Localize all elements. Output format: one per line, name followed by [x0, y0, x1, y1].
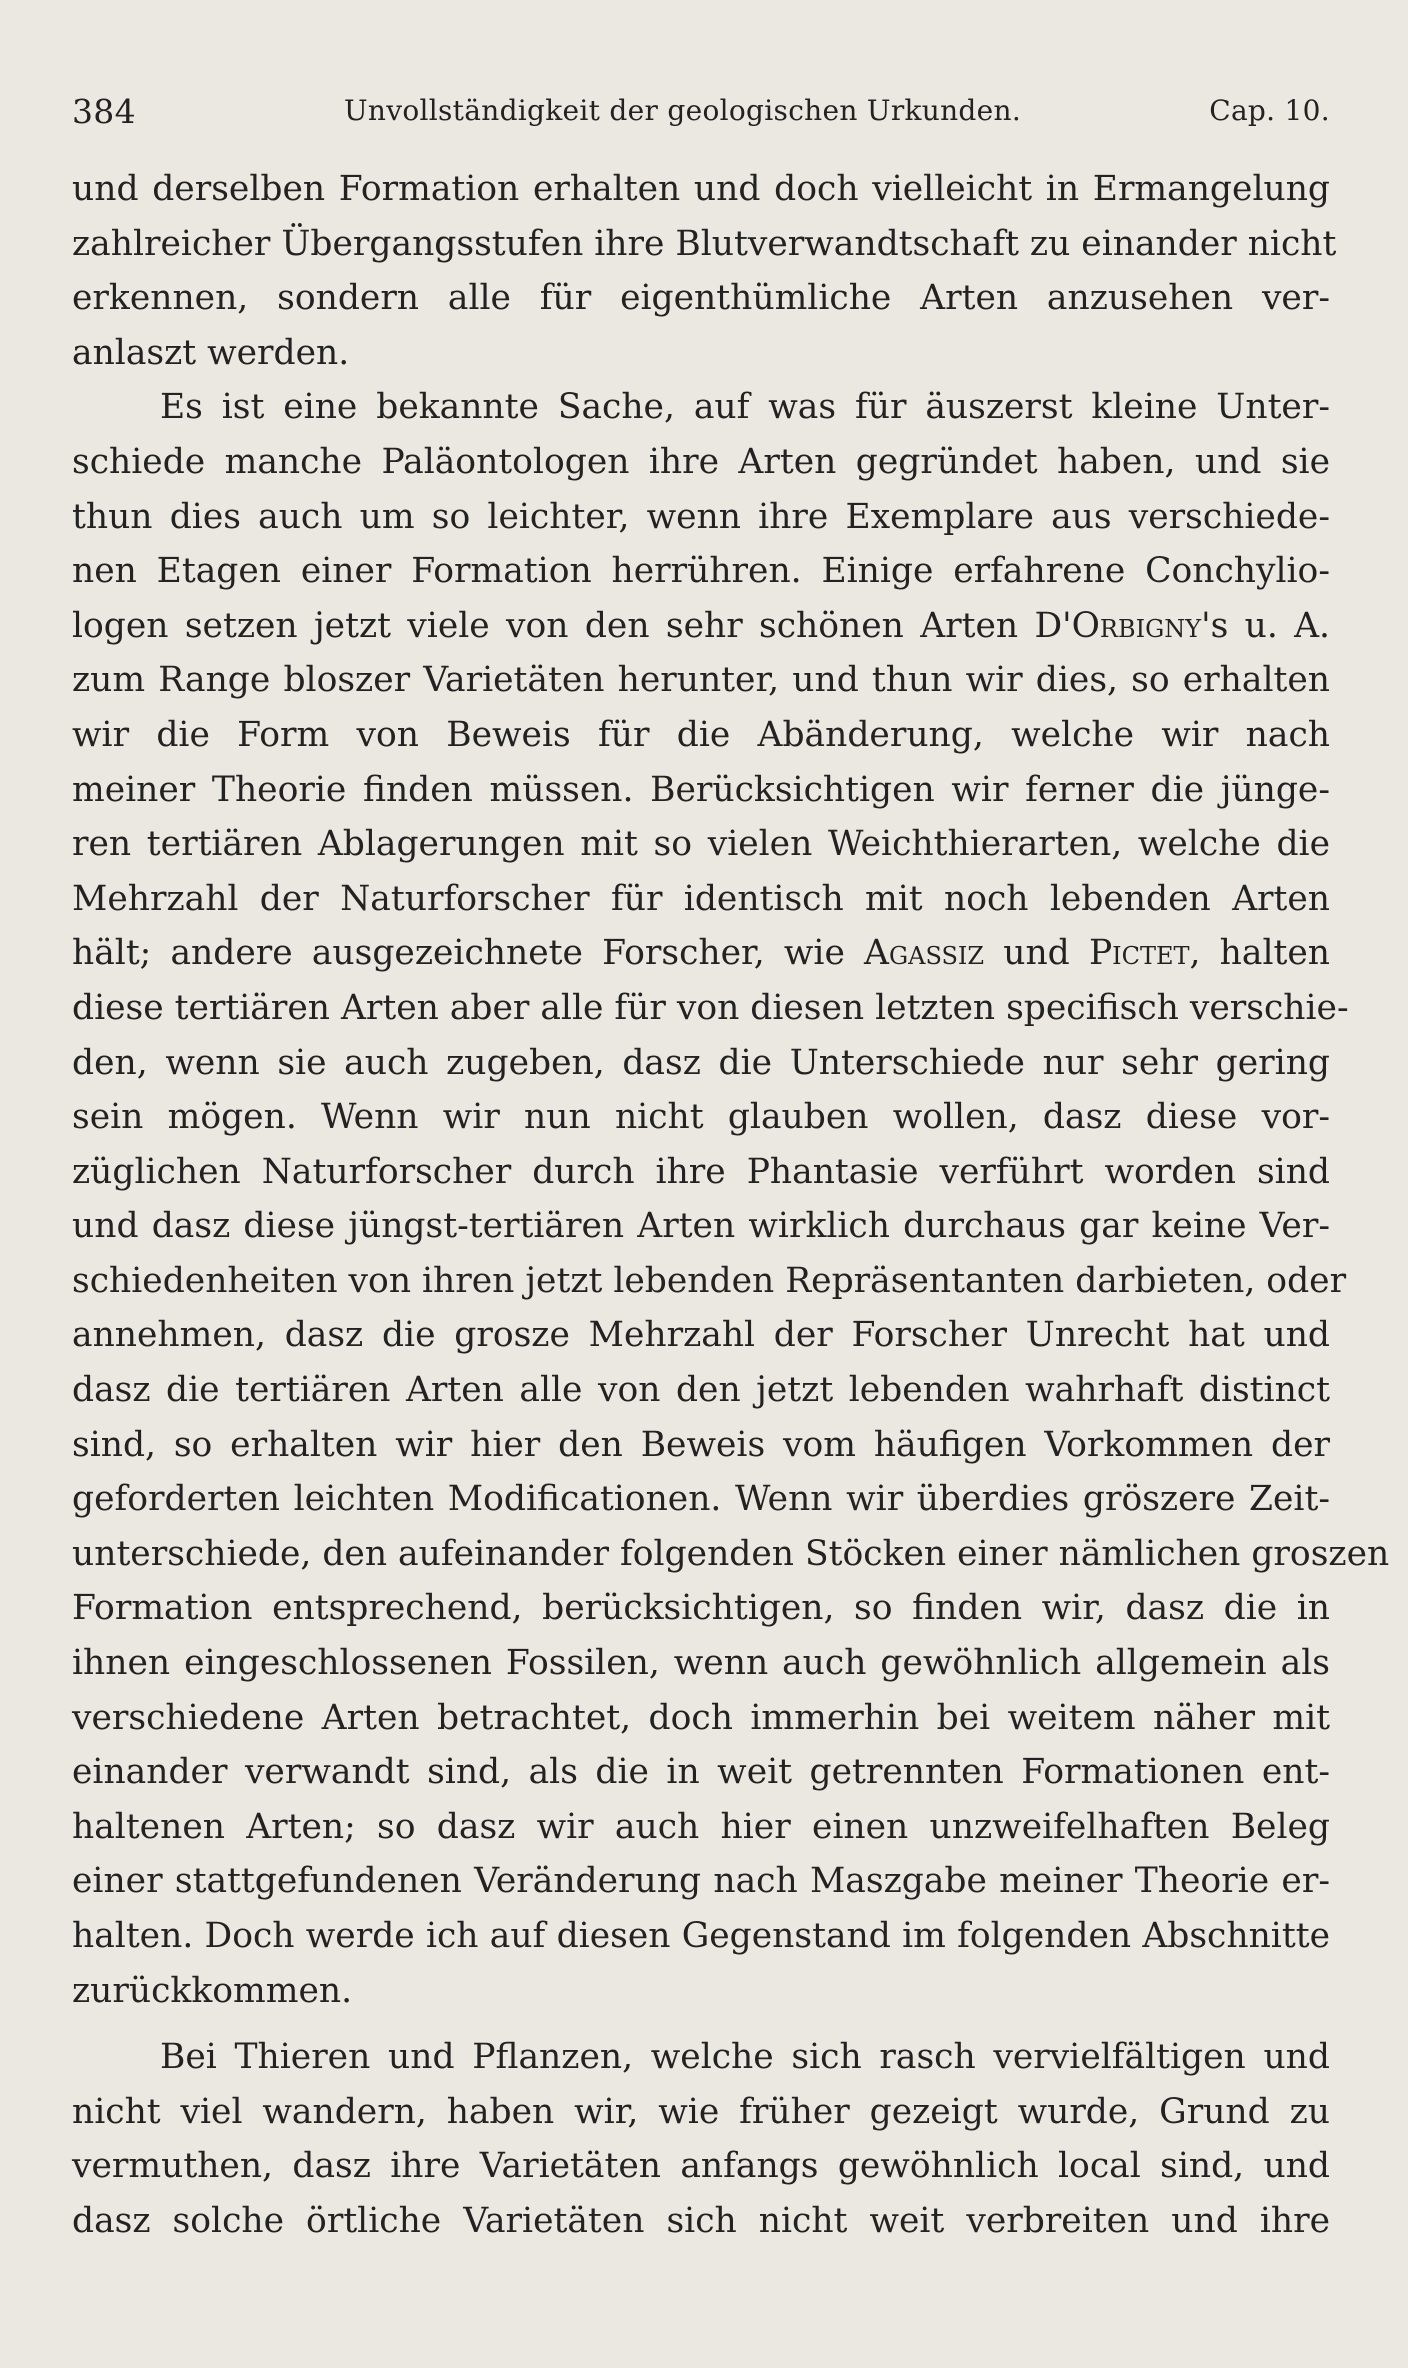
- text-line: dasz die tertiären Arten alle von den jetzt lebenden wahrhaft distinct: [72, 1370, 1330, 1411]
- text-line: Mehrzahl der Naturforscher für identisch mit noch lebenden Arten: [72, 878, 1330, 919]
- paragraph-start-line: Es ist eine bekannte Sache, auf was für äuszerst kleine Unter-: [160, 387, 1330, 428]
- text-line: züglichen Naturforscher durch ihre Phantasie verführt worden sind: [72, 1151, 1330, 1192]
- text-line: und dasz diese jüngst-tertiären Arten wirklich durchaus gar keine Ver-: [72, 1206, 1330, 1247]
- page-header: [72, 92, 1330, 132]
- author-name: D'Orbigny: [1034, 605, 1202, 646]
- body-text: [72, 162, 1390, 2249]
- text-line: zurückkommen.: [72, 1970, 353, 2011]
- text-line: diese tertiären Arten aber alle für von diesen letzten specifisch verschie-: [72, 987, 1349, 1028]
- text-line: hält; andere ausgezeichnete Forscher, wie Agassiz und Pictet, halten: [72, 933, 1330, 974]
- text-line: unterschiede, den aufeinander folgenden Stöcken einer nämlichen groszen: [72, 1533, 1390, 1574]
- paragraph-gap: [72, 2018, 1330, 2030]
- text-line: einer stattgefundenen Veränderung nach Maszgabe meiner Theorie er-: [72, 1861, 1330, 1902]
- text-line: logen setzen jetzt viele von den sehr schönen Arten D'Orbigny's u. A.: [72, 605, 1330, 646]
- text-line: den, wenn sie auch zugeben, dasz die Unterschiede nur sehr gering: [72, 1042, 1330, 1083]
- author-name: Agassiz: [864, 933, 985, 974]
- text-line: meiner Theorie finden müssen. Berücksichtigen wir ferner die jünge-: [72, 769, 1330, 810]
- text-line: einander verwandt sind, als die in weit getrennten Formationen ent-: [72, 1752, 1330, 1793]
- text-line: thun dies auch um so leichter, wenn ihre Exemplare aus verschiede-: [72, 496, 1330, 537]
- text-line: verschiedene Arten betrachtet, doch immerhin bei weitem näher mit: [72, 1697, 1330, 1738]
- author-name: Pictet: [1088, 933, 1190, 974]
- running-title: Unvollständigkeit der geologischen Urkunden.: [344, 94, 1022, 127]
- text-line: zahlreicher Übergangsstufen ihre Blutverwandtschaft zu einander nicht: [72, 223, 1337, 264]
- text-line: zum Range bloszer Varietäten herunter, und thun wir dies, so erhalten: [72, 660, 1330, 701]
- text-line: sein mögen. Wenn wir nun nicht glauben wollen, dasz diese vor-: [72, 1097, 1330, 1138]
- text-line: erkennen, sondern alle für eigenthümliche Arten anzusehen ver-: [72, 278, 1330, 319]
- text-line: haltenen Arten; so dasz wir auch hier einen unzweifelhaften Beleg: [72, 1806, 1330, 1847]
- text-line: halten. Doch werde ich auf diesen Gegenstand im folgenden Abschnitte: [72, 1916, 1330, 1956]
- text-line: annehmen, dasz die grosze Mehrzahl der Forscher Unrecht hat und: [72, 1315, 1330, 1356]
- text-line: wir die Form von Beweis für die Abänderung, welche wir nach: [72, 714, 1330, 755]
- text-line: und derselben Formation erhalten und doch vielleicht in Ermangelung: [72, 169, 1330, 209]
- text-line: schiede manche Paläontologen ihre Arten gegründet haben, und sie: [72, 441, 1330, 482]
- text-line: ihnen eingeschlossenen Fossilen, wenn auch gewöhnlich allgemein als: [72, 1643, 1330, 1684]
- text-line: nen Etagen einer Formation herrühren. Einige erfahrene Conchylio-: [72, 551, 1330, 592]
- page-number: 384: [72, 92, 136, 131]
- text-line: schiedenheiten von ihren jetzt lebenden Repräsentanten darbieten, oder: [72, 1260, 1347, 1301]
- text-line: anlaszt werden.: [72, 332, 350, 373]
- chapter-label: Cap. 10.: [1209, 94, 1330, 127]
- text-line: dasz solche örtliche Varietäten sich nicht weit verbreiten und ihre: [72, 2200, 1330, 2241]
- paragraph-start-line: Bei Thieren und Pflanzen, welche sich rasch vervielfältigen und: [160, 2037, 1330, 2078]
- text-line: geforderten leichten Modificationen. Wenn wir überdies gröszere Zeit-: [72, 1479, 1330, 1520]
- text-line: vermuthen, dasz ihre Varietäten anfangs gewöhnlich local sind, und: [72, 2146, 1330, 2187]
- text-line: ren tertiären Ablagerungen mit so vielen Weichthierarten, welche die: [72, 824, 1330, 865]
- text-line: Formation entsprechend, berücksichtigen, so finden wir, dasz die in: [72, 1588, 1330, 1629]
- text-line: nicht viel wandern, haben wir, wie früher gezeigt wurde, Grund zu: [72, 2091, 1330, 2132]
- text-line: sind, so erhalten wir hier den Beweis vom häufigen Vorkommen der: [72, 1424, 1330, 1465]
